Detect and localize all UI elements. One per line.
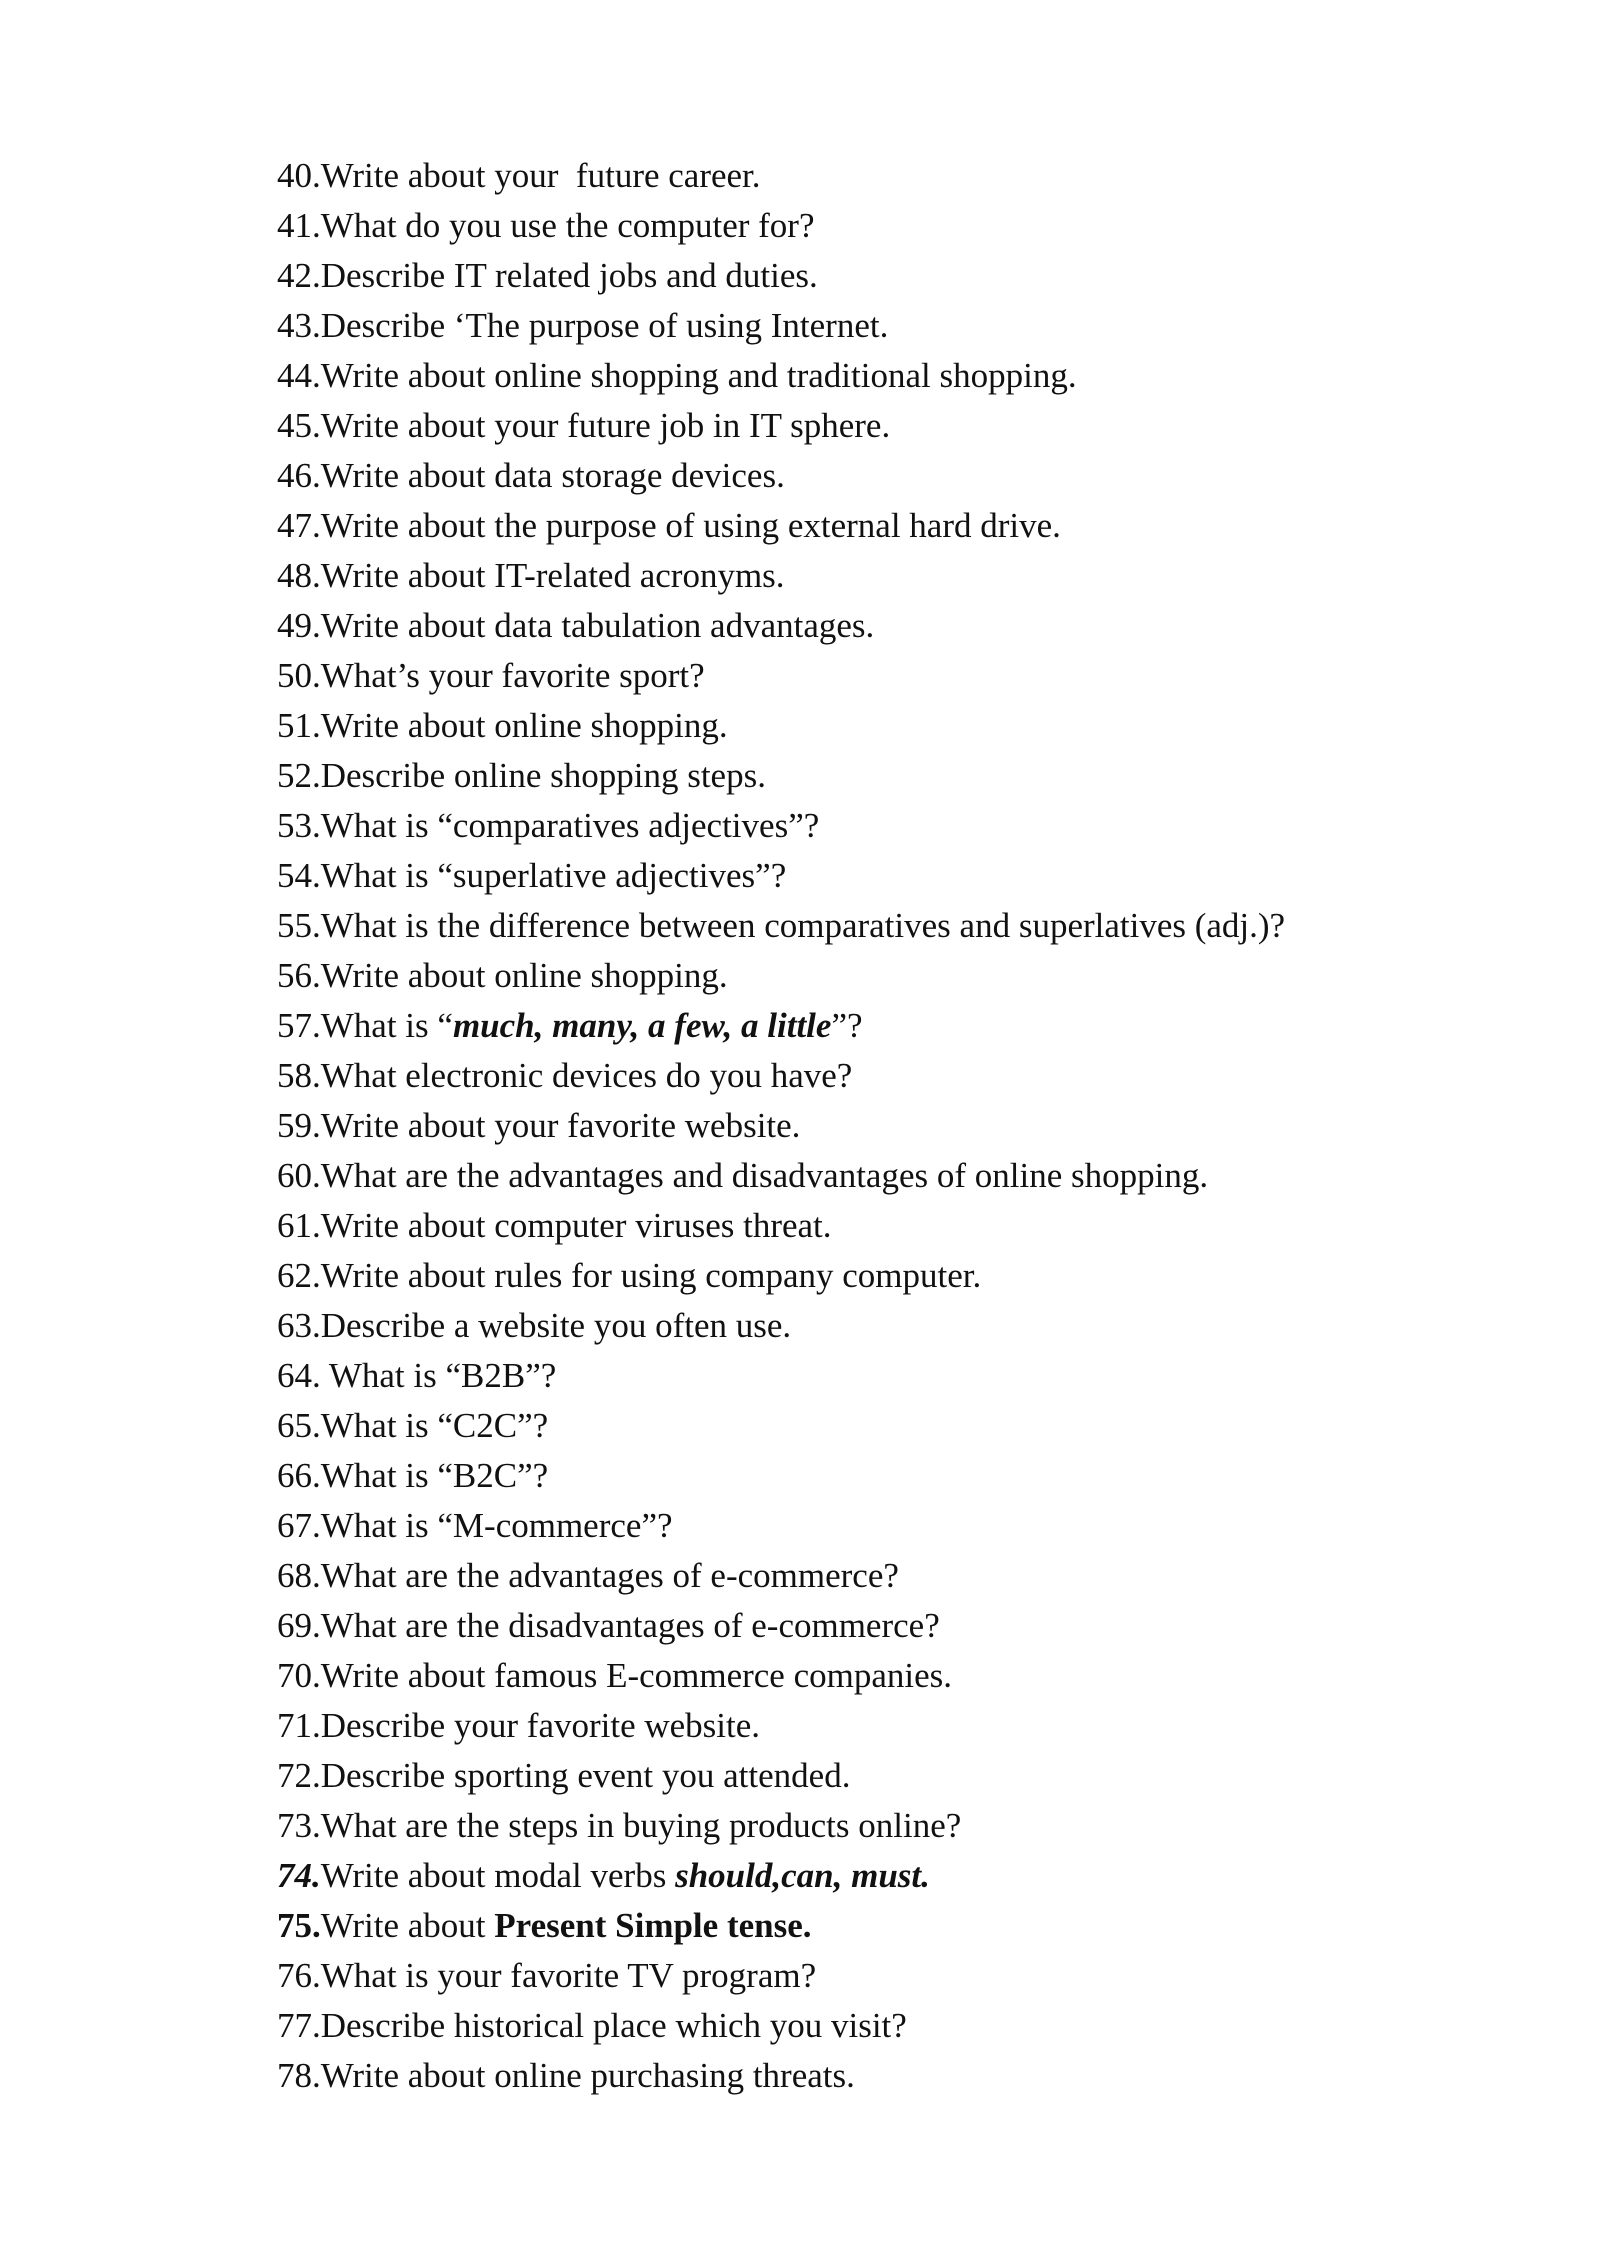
- question-number: 72.: [277, 1756, 321, 1795]
- question-item: [277, 501, 1285, 551]
- question-item: [277, 1501, 1285, 1551]
- question-number: 58.: [277, 1056, 321, 1095]
- question-item: [277, 351, 1285, 401]
- question-number: 67.: [277, 1506, 321, 1545]
- question-item: [277, 1751, 1285, 1801]
- question-number: 55.: [277, 906, 321, 945]
- question-number: 49.: [277, 606, 321, 645]
- question-item: [277, 1901, 1285, 1951]
- question-text: Write about rules for using company computer.: [320, 1256, 982, 1295]
- question-number: 65.: [277, 1406, 321, 1445]
- question-text: What is the difference between comparatives and superlatives (adj.)?: [320, 906, 1286, 945]
- question-text: Write about online shopping.: [320, 706, 728, 745]
- question-text: Describe online shopping steps.: [320, 756, 766, 795]
- question-item: [277, 901, 1285, 951]
- question-text: Write about computer viruses threat.: [320, 1206, 832, 1245]
- question-item: [277, 451, 1285, 501]
- question-number: 75.: [277, 1906, 321, 1945]
- question-number: 70.: [277, 1656, 321, 1695]
- question-text: What is “B2C”?: [320, 1456, 549, 1495]
- question-text: Describe sporting event you attended.: [320, 1756, 851, 1795]
- question-item: [277, 1351, 1285, 1401]
- question-text: Write about online shopping.: [320, 956, 728, 995]
- question-item: [277, 801, 1285, 851]
- question-text: What do you use the computer for?: [320, 206, 815, 245]
- question-text: Write about: [320, 1906, 495, 1945]
- question-item: [277, 2051, 1285, 2101]
- question-text: Write about your favorite website.: [320, 1106, 801, 1145]
- question-item: [277, 651, 1285, 701]
- question-item: [277, 851, 1285, 901]
- question-number: 40.: [277, 156, 321, 195]
- question-list: [277, 151, 1285, 2101]
- question-item: [277, 301, 1285, 351]
- question-number: 77.: [277, 2006, 321, 2045]
- question-item: [277, 1251, 1285, 1301]
- question-number: 51.: [277, 706, 321, 745]
- question-text: Write about online shopping and traditional shopping.: [320, 356, 1077, 395]
- question-number: 45.: [277, 406, 321, 445]
- question-number: 53.: [277, 806, 321, 845]
- question-emphasis: Present Simple tense.: [494, 1906, 812, 1945]
- question-number: 61.: [277, 1206, 321, 1245]
- question-number: 42.: [277, 256, 321, 295]
- question-item: [277, 1651, 1285, 1701]
- question-item: [277, 1051, 1285, 1101]
- question-number: 41.: [277, 206, 321, 245]
- question-item: [277, 1201, 1285, 1251]
- question-item: [277, 701, 1285, 751]
- question-text: Write about data tabulation advantages.: [320, 606, 875, 645]
- question-text: Describe historical place which you visit?: [320, 2006, 907, 2045]
- question-number: 60.: [277, 1156, 321, 1195]
- question-text: Write about online purchasing threats.: [320, 2056, 855, 2095]
- question-number: 44.: [277, 356, 321, 395]
- question-item: [277, 1951, 1285, 2001]
- question-number: 47.: [277, 506, 321, 545]
- question-number: 63.: [277, 1306, 321, 1345]
- question-text: What are the steps in buying products online?: [320, 1806, 962, 1845]
- question-item: [277, 1101, 1285, 1151]
- question-item: [277, 751, 1285, 801]
- question-number: 68.: [277, 1556, 321, 1595]
- question-item: [277, 401, 1285, 451]
- question-number: 57.: [277, 1006, 321, 1045]
- question-text: What is “C2C”?: [320, 1406, 549, 1445]
- question-text: Write about data storage devices.: [320, 456, 785, 495]
- question-text: What are the disadvantages of e-commerce?: [320, 1606, 940, 1645]
- question-text: Write about your future career.: [320, 156, 761, 195]
- question-text: What is “M-commerce”?: [320, 1506, 673, 1545]
- question-text: What’s your favorite sport?: [320, 656, 705, 695]
- question-item: [277, 1451, 1285, 1501]
- question-number: 52.: [277, 756, 321, 795]
- question-number: 71.: [277, 1706, 321, 1745]
- question-number: 76.: [277, 1956, 321, 1995]
- question-text: What electronic devices do you have?: [320, 1056, 853, 1095]
- question-number: 66.: [277, 1456, 321, 1495]
- question-text: Describe ‘The purpose of using Internet.: [320, 306, 889, 345]
- question-number: 78.: [277, 2056, 321, 2095]
- question-text: What is “: [320, 1006, 453, 1045]
- question-emphasis: should,can, must.: [675, 1856, 930, 1895]
- question-item: [277, 201, 1285, 251]
- question-emphasis: much, many, a few, a little: [452, 1006, 832, 1045]
- question-item: [277, 1001, 1285, 1051]
- question-item: [277, 1551, 1285, 1601]
- question-item: [277, 1851, 1285, 1901]
- question-item: [277, 1301, 1285, 1351]
- question-item: [277, 951, 1285, 1001]
- question-number: 74.: [277, 1856, 321, 1895]
- question-number: 48.: [277, 556, 321, 595]
- question-number: 46.: [277, 456, 321, 495]
- question-text: Describe IT related jobs and duties.: [320, 256, 818, 295]
- question-text: What is “B2B”?: [320, 1356, 557, 1395]
- question-text: What is “comparatives adjectives”?: [320, 806, 820, 845]
- question-number: 50.: [277, 656, 321, 695]
- question-number: 64.: [277, 1356, 321, 1395]
- question-text: Describe a website you often use.: [320, 1306, 792, 1345]
- question-item: [277, 1601, 1285, 1651]
- question-item: [277, 151, 1285, 201]
- question-number: 62.: [277, 1256, 321, 1295]
- question-item: [277, 1151, 1285, 1201]
- question-text: What are the advantages of e-commerce?: [320, 1556, 899, 1595]
- question-text-tail: ”?: [831, 1006, 863, 1045]
- question-text: Write about the purpose of using external hard drive.: [320, 506, 1061, 545]
- question-text: Write about famous E-commerce companies.: [320, 1656, 953, 1695]
- question-text: What are the advantages and disadvantages of online shopping.: [320, 1156, 1209, 1195]
- question-text: Write about modal verbs: [320, 1856, 676, 1895]
- question-text: Describe your favorite website.: [320, 1706, 761, 1745]
- question-item: [277, 2001, 1285, 2051]
- question-number: 69.: [277, 1606, 321, 1645]
- question-text: What is your favorite TV program?: [320, 1956, 817, 1995]
- question-item: [277, 1701, 1285, 1751]
- question-item: [277, 1401, 1285, 1451]
- question-item: [277, 601, 1285, 651]
- question-number: 73.: [277, 1806, 321, 1845]
- question-item: [277, 1801, 1285, 1851]
- question-number: 56.: [277, 956, 321, 995]
- question-text: Write about your future job in IT sphere.: [320, 406, 891, 445]
- question-number: 43.: [277, 306, 321, 345]
- question-number: 59.: [277, 1106, 321, 1145]
- question-text: Write about IT-related acronyms.: [320, 556, 785, 595]
- question-item: [277, 551, 1285, 601]
- question-item: [277, 251, 1285, 301]
- question-text: What is “superlative adjectives”?: [320, 856, 787, 895]
- question-number: 54.: [277, 856, 321, 895]
